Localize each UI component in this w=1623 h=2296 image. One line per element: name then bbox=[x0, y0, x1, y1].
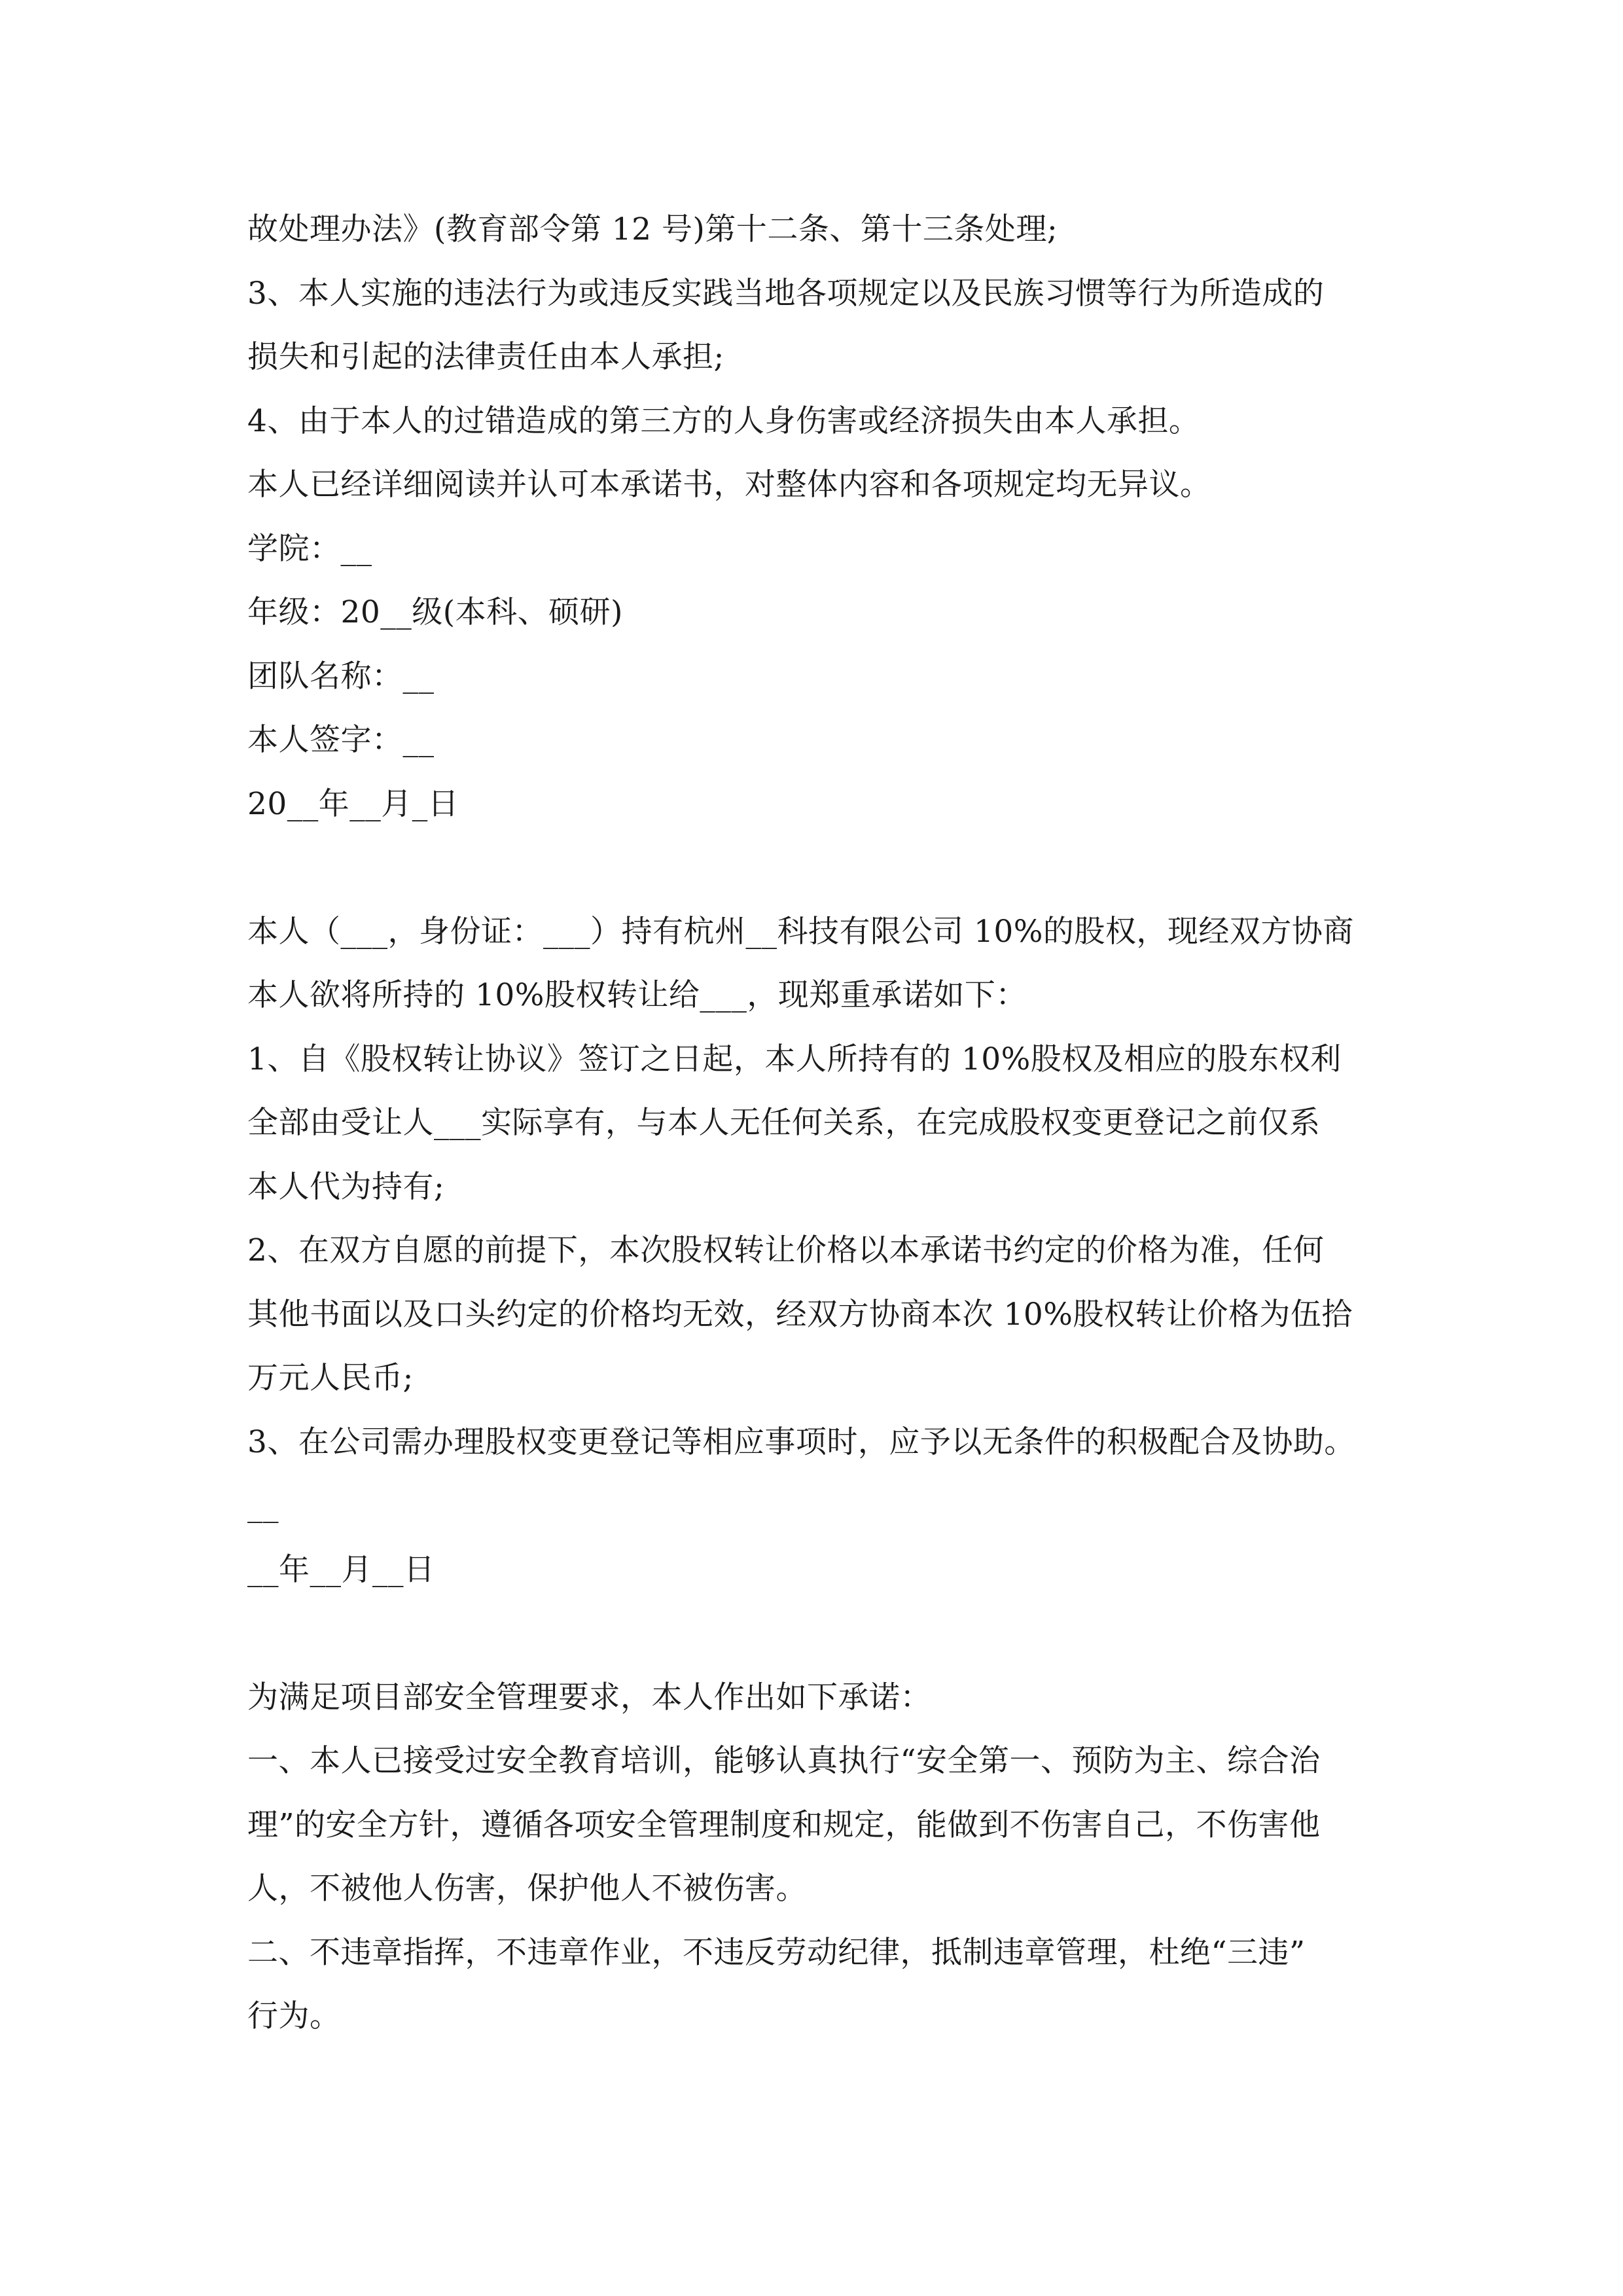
date-field: __年__月__日 bbox=[247, 1551, 435, 1588]
paragraph-line: 行为。 bbox=[247, 1998, 341, 2034]
paragraph-line: 全部由受让人___实际享有，与本人无任何关系，在完成股权变更登记之前仅系 bbox=[247, 1105, 1321, 1141]
equity-transfer-commitment-section bbox=[247, 900, 1393, 1602]
paragraph-line: 为满足项目部安全管理要求，本人作出如下承诺： bbox=[247, 1679, 931, 1715]
paragraph-line: 人，不被他人伤害，保护他人不被伤害。 bbox=[247, 1871, 807, 1907]
paragraph-line: 一、本人已接受过安全教育培训，能够认真执行“安全第一、预防为主、综合治 bbox=[247, 1743, 1321, 1779]
paragraph-line: 故处理办法》(教育部令第 12 号)第十二条、第十三条处理; bbox=[247, 211, 1058, 247]
paragraph-line: 其他书面以及口头约定的价格均无效，经双方协商本次 10%股权转让价格为伍拾 bbox=[247, 1296, 1353, 1333]
paragraph-line: 1、自《股权转让协议》签订之日起，本人所持有的 10%股权及相应的股东权利 bbox=[247, 1041, 1342, 1077]
paragraph-line: 损失和引起的法律责任由本人承担; bbox=[247, 339, 724, 375]
paragraph-line: 万元人民币; bbox=[247, 1360, 414, 1396]
paragraph-line: 理”的安全方针，遵循各项安全管理制度和规定，能做到不伤害自己，不伤害他 bbox=[247, 1806, 1321, 1843]
paragraph-line: 本人已经详细阅读并认可本承诺书，对整体内容和各项规定均无异议。 bbox=[247, 467, 1211, 503]
student-commitment-section bbox=[247, 198, 1393, 836]
paragraph-line: 本人（___，身份证：___）持有杭州__科技有限公司 10%的股权，现经双方协商 bbox=[247, 913, 1354, 950]
paragraph-line: 4、由于本人的过错造成的第三方的人身伤害或经济损失由本人承担。 bbox=[247, 403, 1200, 439]
signature-blank: __ bbox=[247, 1488, 279, 1524]
safety-commitment-section bbox=[247, 1666, 1393, 2049]
signature-field: 本人签字：__ bbox=[247, 722, 435, 758]
paragraph-line: 2、在双方自愿的前提下，本次股权转让价格以本承诺书约定的价格为准，任何 bbox=[247, 1232, 1325, 1268]
college-field: 学院：__ bbox=[247, 530, 372, 567]
paragraph-line: 本人欲将所持的 10%股权转让给___，现郑重承诺如下： bbox=[247, 977, 1027, 1013]
paragraph-line: 3、本人实施的违法行为或违反实践当地各项规定以及民族习惯等行为所造成的 bbox=[247, 275, 1325, 312]
grade-field: 年级：20__级(本科、硕研) bbox=[247, 594, 623, 630]
section-spacer bbox=[247, 836, 1393, 900]
paragraph-line: 3、在公司需办理股权变更登记等相应事项时，应予以无条件的积极配合及协助。 bbox=[247, 1424, 1355, 1460]
paragraph-line: 二、不违章指挥，不违章作业，不违反劳动纪律，抵制违章管理，杜绝“三违” bbox=[247, 1934, 1306, 1971]
document-page bbox=[247, 198, 1393, 2049]
team-name-field: 团队名称：__ bbox=[247, 658, 435, 694]
date-field: 20__年__月_日 bbox=[247, 785, 459, 822]
section-spacer bbox=[247, 1602, 1393, 1666]
paragraph-line: 本人代为持有; bbox=[247, 1168, 445, 1205]
